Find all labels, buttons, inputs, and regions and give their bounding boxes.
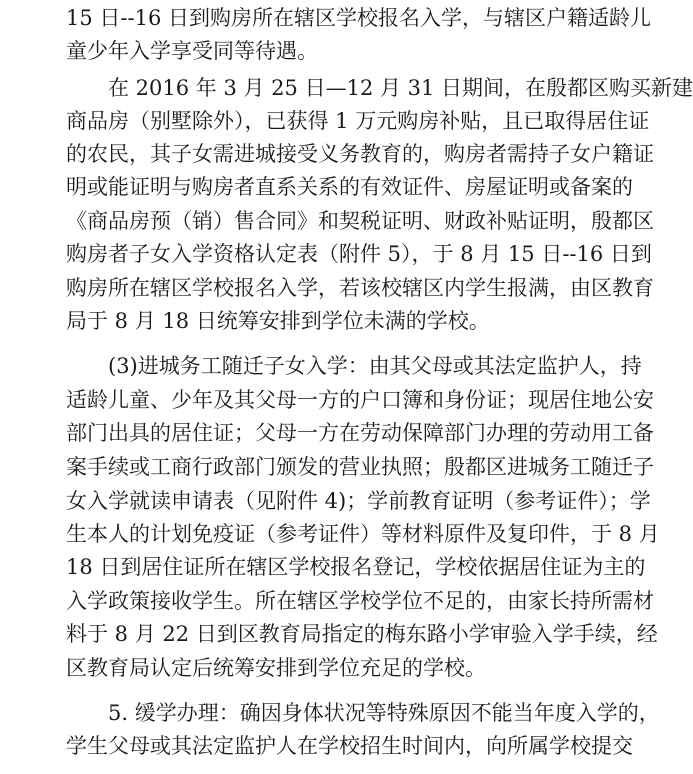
text-line: (3)进城务工随迁子女入学：由其父母或其法定监护人，持	[108, 354, 642, 378]
text-line: 女入学就读申请表（见附件 4)；学前教育证明（参考证件）；学	[66, 489, 651, 513]
text-line: 童少年入学享受同等待遇。	[66, 39, 318, 63]
text-line: 购房者子女入学资格认定表（附件 5），于 8 月 15 日--16 日到	[66, 242, 652, 266]
text-line: 局于 8 月 18 日统筹安排到学位未满的学校。	[66, 309, 490, 333]
text-line: 15 日--16 日到购房所在辖区学校报名入学，与辖区户籍适龄儿	[66, 6, 651, 30]
text-line: 学生父母或其法定监护人在学校招生时间内，向所属学校提交	[66, 734, 633, 758]
text-line: 区教育局认定后统筹安排到学位充足的学校。	[66, 656, 486, 680]
text-line: 在 2016 年 3 月 25 日—12 月 31 日期间，在殷都区购买新建	[108, 76, 693, 100]
text-line: 案手续或工商行政部门颁发的营业执照；殷都区进城务工随迁子	[66, 455, 654, 479]
text-line: 入学政策接收学生。所在辖区学校学位不足的，由家长持所需材	[66, 589, 654, 613]
text-line: 商品房（别墅除外），已获得 1 万元购房补贴，且已取得居住证	[66, 109, 650, 133]
text-line: 料于 8 月 22 日到区教育局指定的梅东路小学审验入学手续，经	[66, 622, 658, 646]
text-line: 5. 缓学办理：确因身体状况等特殊原因不能当年度入学的，	[108, 701, 660, 725]
text-line: 明或能证明与购房者直系关系的有效证件、房屋证明或备案的	[66, 175, 633, 199]
text-line: 部门出具的居住证；父母一方在劳动保障部门办理的劳动用工备	[66, 421, 654, 445]
text-line: 生本人的计划免疫证（参考证件）等材料原件及复印件，于 8 月	[66, 522, 660, 546]
text-line: 购房所在辖区学校报名入学，若该校辖区内学生报满，由区教育	[66, 276, 654, 300]
text-line: 的农民，其子女需进城接受义务教育的，购房者需持子女户籍证	[66, 142, 654, 166]
text-line: 《商品房预（销）售合同》和契税证明、财政补贴证明，殷都区	[66, 209, 654, 233]
text-line: 18 日到居住证所在辖区学校报名登记，学校依据居住证为主的	[66, 555, 646, 579]
text-line: 适龄儿童、少年及其父母一方的户口簿和身份证；现居住地公安	[66, 388, 654, 412]
